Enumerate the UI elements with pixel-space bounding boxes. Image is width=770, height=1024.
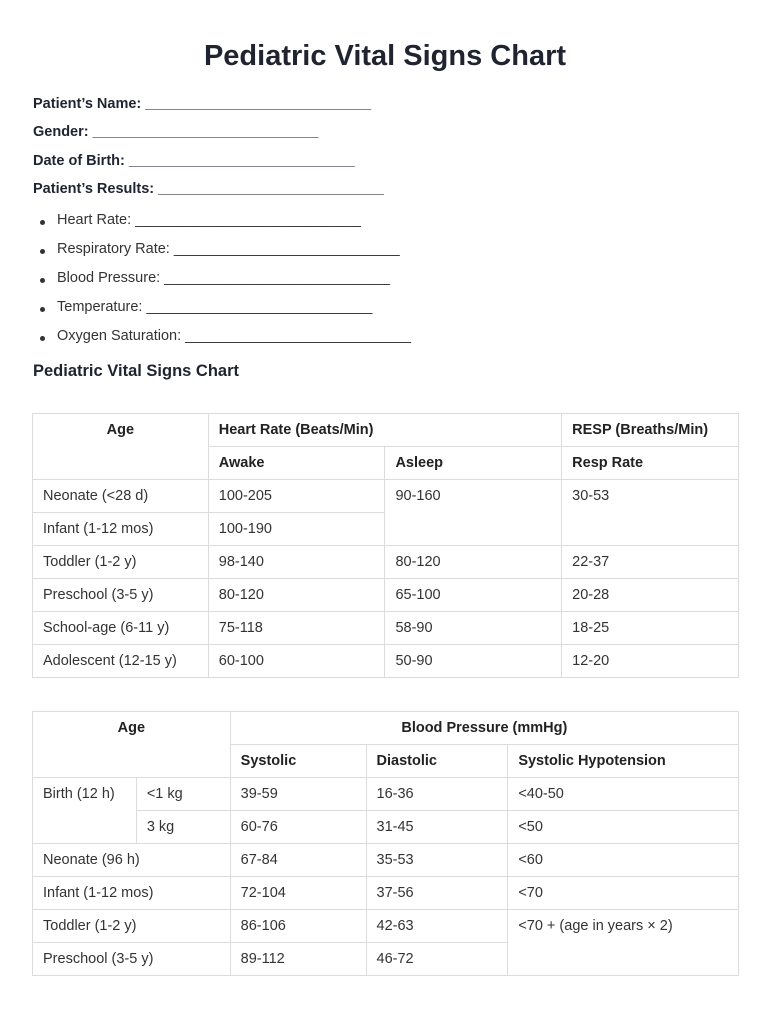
awake-cell: 60-100: [208, 645, 385, 678]
systolic-cell: 67-84: [230, 844, 366, 877]
page-title: Pediatric Vital Signs Chart: [203, 40, 567, 72]
age-cell: Neonate (96 h): [33, 844, 231, 877]
bullet-icon: [40, 220, 45, 225]
hypotension-header: Systolic Hypotension: [508, 745, 739, 778]
section-title: Pediatric Vital Signs Chart: [33, 362, 240, 380]
diastolic-cell: 37-56: [366, 877, 508, 910]
list-item: [38, 270, 411, 299]
systolic-cell: 60-76: [230, 811, 366, 844]
temperature-field: Temperature: ____________________________: [57, 299, 373, 315]
resp-header: RESP (Breaths/Min): [562, 414, 739, 447]
bullet-icon: [40, 307, 45, 312]
systolic-cell: 86-106: [230, 910, 366, 943]
blood-pressure-field: Blood Pressure: ____________________________: [57, 270, 390, 286]
hypotension-cell: <50: [508, 811, 739, 844]
table-row: [33, 612, 739, 645]
list-item: [38, 212, 411, 241]
age-header: Age: [33, 414, 209, 480]
heart-rate-field: Heart Rate: ____________________________: [57, 212, 361, 228]
diastolic-cell: 42-63: [366, 910, 508, 943]
bullet-icon: [40, 278, 45, 283]
awake-cell: 98-140: [208, 546, 385, 579]
weight-cell: 3 kg: [136, 811, 230, 844]
list-item: [38, 328, 411, 357]
heart-rate-header: Heart Rate (Beats/Min): [208, 414, 561, 447]
table-row: [33, 811, 739, 844]
bullet-icon: [40, 249, 45, 254]
asleep-cell: 58-90: [385, 612, 562, 645]
table-row: [33, 579, 739, 612]
table-row: [33, 778, 739, 811]
heart-resp-table: [32, 413, 739, 678]
asleep-cell: 80-120: [385, 546, 562, 579]
awake-cell: 100-190: [208, 513, 385, 546]
hypotension-cell: <70 + (age in years × 2): [508, 910, 739, 976]
diastolic-cell: 46-72: [366, 943, 508, 976]
age-cell: Infant (1-12 mos): [33, 513, 209, 546]
resp-cell: 12-20: [562, 645, 739, 678]
resp-cell: 30-53: [562, 480, 739, 546]
systolic-cell: 72-104: [230, 877, 366, 910]
awake-cell: 100-205: [208, 480, 385, 513]
list-item: [38, 241, 411, 270]
results-list: [38, 212, 411, 357]
age-cell: Preschool (3-5 y): [33, 943, 231, 976]
asleep-header: Asleep: [385, 447, 562, 480]
oxygen-saturation-field: Oxygen Saturation: ____________________________: [57, 328, 411, 344]
age-cell: Toddler (1-2 y): [33, 546, 209, 579]
resp-cell: 18-25: [562, 612, 739, 645]
table-row: [33, 877, 739, 910]
awake-header: Awake: [208, 447, 385, 480]
systolic-cell: 39-59: [230, 778, 366, 811]
table-header-row: [33, 712, 739, 745]
age-cell: Preschool (3-5 y): [33, 579, 209, 612]
weight-cell: <1 kg: [136, 778, 230, 811]
list-item: [38, 299, 411, 328]
resp-cell: 20-28: [562, 579, 739, 612]
bullet-icon: [40, 336, 45, 341]
table-row: [33, 480, 739, 513]
awake-cell: 80-120: [208, 579, 385, 612]
blood-pressure-header: Blood Pressure (mmHg): [230, 712, 738, 745]
systolic-cell: 89-112: [230, 943, 366, 976]
hypotension-cell: <40-50: [508, 778, 739, 811]
awake-cell: 75-118: [208, 612, 385, 645]
hypotension-cell: <60: [508, 844, 739, 877]
asleep-cell: 90-160: [385, 480, 562, 546]
table-row: [33, 910, 739, 943]
diastolic-cell: 16-36: [366, 778, 508, 811]
asleep-cell: 65-100: [385, 579, 562, 612]
patient-results-field: Patient’s Results: ____________________________: [33, 181, 384, 197]
respiratory-rate-field: Respiratory Rate: ____________________________: [57, 241, 400, 257]
systolic-header: Systolic: [230, 745, 366, 778]
table-row: [33, 645, 739, 678]
age-cell: School-age (6-11 y): [33, 612, 209, 645]
hypotension-cell: <70: [508, 877, 739, 910]
birth-age-cell: Birth (12 h): [33, 778, 137, 844]
diastolic-cell: 35-53: [366, 844, 508, 877]
age-cell: Neonate (<28 d): [33, 480, 209, 513]
table-row: [33, 546, 739, 579]
table-header-row: [33, 414, 739, 447]
age-cell: Adolescent (12-15 y): [33, 645, 209, 678]
resp-cell: 22-37: [562, 546, 739, 579]
resp-rate-header: Resp Rate: [562, 447, 739, 480]
table-row: [33, 844, 739, 877]
asleep-cell: 50-90: [385, 645, 562, 678]
blood-pressure-table: [32, 711, 739, 976]
date-of-birth-field: Date of Birth: ____________________________: [33, 153, 355, 169]
gender-field: Gender: ____________________________: [33, 124, 319, 140]
patient-name-field: Patient’s Name: ____________________________: [33, 96, 372, 112]
age-header: Age: [33, 712, 231, 778]
diastolic-header: Diastolic: [366, 745, 508, 778]
age-cell: Toddler (1-2 y): [33, 910, 231, 943]
age-cell: Infant (1-12 mos): [33, 877, 231, 910]
diastolic-cell: 31-45: [366, 811, 508, 844]
